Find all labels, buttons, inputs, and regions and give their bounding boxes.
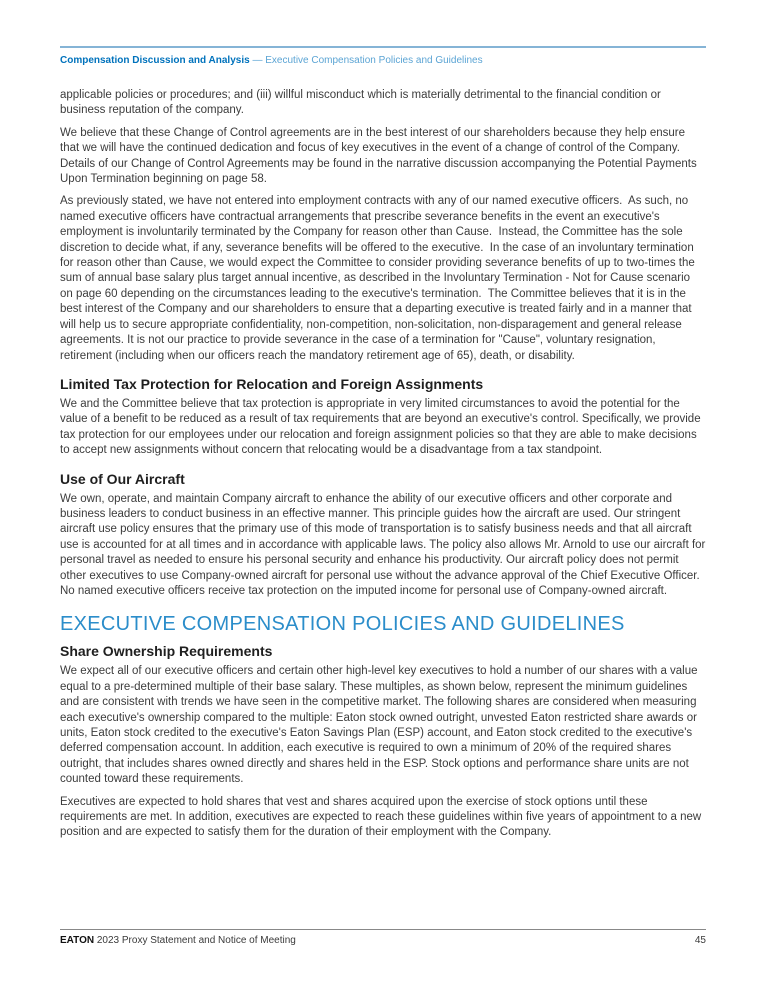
header-rule: [60, 46, 706, 48]
breadcrumb-section-title: Compensation Discussion and Analysis: [60, 55, 250, 66]
section-heading-aircraft: Use of Our Aircraft: [60, 470, 185, 487]
footer-left: [60, 935, 296, 947]
paragraph-share-ownership-1: We expect all of our executive officers and certain other high-level key executives to hold a number of our shares with a value equal to a pre-determined multiple of their base salary. These multiples, as shown below, represent the minimum guidelines and are consistent with trends we have seen in the competitive market. The following shares are considered when measuring each executive's ownership compared to the multiple: Eaton stock owned outright, unvested Eaton restricted share awards or units, Eaton stock credited to the executive's Eaton Savings Plan (ESP) account, and Eaton stock credited to the executive's deferred compensation account. In addition, each executive is required to own a minimum of 20% of the required shares outright, that includes shares owned directly and shares held in the ESP. Stock options and performance share units are not counted toward these requirements.: [60, 665, 701, 786]
major-section-heading: EXECUTIVE COMPENSATION POLICIES AND GUIDELINES: [60, 613, 625, 636]
paragraph-severance: As previously stated, we have not entered into employment contracts with any of our named executive officers. As such, no named executive officers have contractual arrangements that prescribe severance benefits in the event an executive's employment is involuntarily terminated by the Company for reason other than Cause. Instead, the Committee has the sole discretion to decide what, if any, severance benefits will be offered to the executive. In the case of an involuntary termination for reason other than Cause, we would expect the Committee to consider providing severance benefits of up to two-times the sum of annual base salary plus target annual incentive, as described in the Involuntary Termination - Not for Cause scenario on page 60 depending on the circumstances leading to the executive's termination. The Committee believes that it is in the best interest of the Company and our shareholders to ensure that a departing executive is treated fairly and in a manner that will help us to secure appropriate confidentiality, non-competition, non-solicitation, non-disparagement and general release agreements. It is not our practice to provide severance in the case of a termination for "Cause", voluntary resignation, retirement (including when our officers reach the mandatory retirement age of 65), death, or disability.: [60, 195, 698, 362]
breadcrumb-separator: —: [252, 55, 263, 66]
paragraph-misconduct: applicable policies or procedures; and (iii) willful misconduct which is materially detrimental to the financial condition or business reputation of the company.: [60, 89, 665, 117]
paragraph-aircraft: We own, operate, and maintain Company aircraft to enhance the ability of our executive officers and other corporate and business leaders to conduct business in an effective manner. This principle guides how the aircraft are used. Our stringent aircraft use policy ensures that the primary use of this mode of transportation is to satisfy business needs and that all aircraft use is accounted for at all times and in accordance with applicable laws. The policy also allows Mr. Arnold to use our aircraft for personal travel as needed to ensure his personal security and enhance his productivity. Our aircraft policy does not permit other executives to use Company-owned aircraft for personal use without the advance approval of the Chief Executive Officer. No named executive officers receive tax protection on the imputed income for personal use of Company-owned aircraft.: [60, 492, 709, 597]
page-number: 45: [694, 935, 706, 946]
paragraph-share-ownership-2: Executives are expected to hold shares that vest and shares acquired upon the exercise of stock options until these requirements are met. In addition, executives are expected to reach these guidelines within five years of appointment to a new position and are expected to satisfy them for the duration of their employment with the Company.: [60, 795, 705, 839]
page-footer: [60, 929, 706, 947]
footer-document-title: 2023 Proxy Statement and Notice of Meeting: [96, 935, 296, 946]
paragraph-tax-protection: We and the Committee believe that tax protection is appropriate in very limited circumstances to avoid the potential for the value of a benefit to be reduced as a result of tax requirements that are beyond an executive's control. Specifically, we provide tax protection for our employees under our relocation and foreign assignment policies so that they are able to make decisions to accept new assignments without concern that relocating would be a disadvantage from a tax standpoint.: [60, 397, 704, 457]
section-heading-share-ownership: Share Ownership Requirements: [60, 643, 273, 660]
paragraph-change-of-control: We believe that these Change of Control agreements are in the best interest of our shareholders because they help ensure that we will have the continued dedication and focus of key executives in the event of a change of control of the Company. Details of our Change of Control Agreements may be found in the narrative discussion accompanying the Potential Payments Upon Termination beginning on page 58.: [60, 126, 700, 186]
section-heading-tax-protection: Limited Tax Protection for Relocation and Foreign Assignments: [60, 375, 484, 392]
breadcrumb: [60, 55, 706, 67]
page-content: [60, 0, 709, 848]
breadcrumb-subsection: Executive Compensation Policies and Guidelines: [265, 55, 483, 66]
footer-brand: EATON: [60, 935, 95, 946]
